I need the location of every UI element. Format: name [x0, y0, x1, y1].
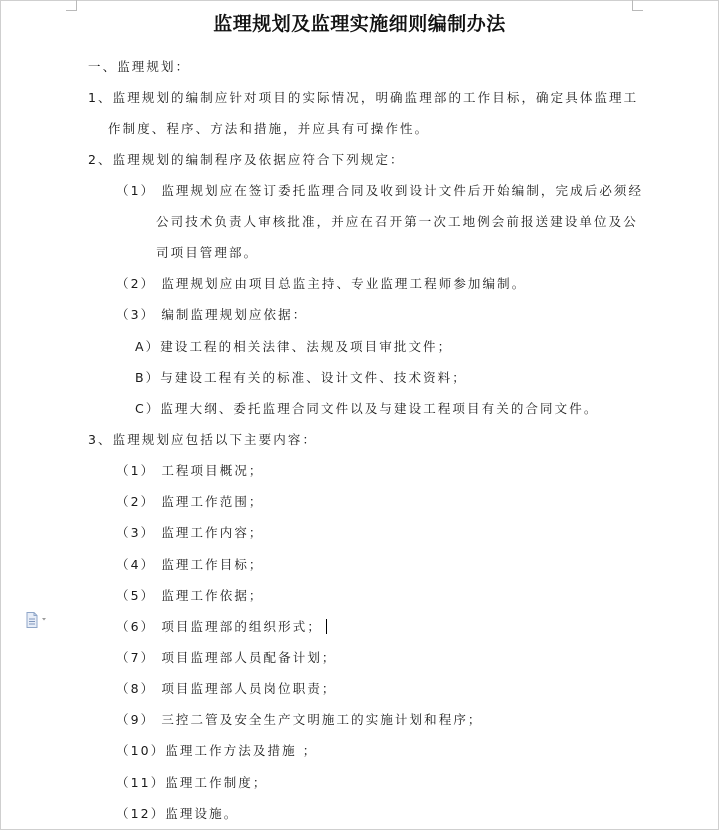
list-item: （2） 监理工作范围； — [116, 494, 264, 509]
paragraph-line: 3、监理规划应包括以下主要内容： — [88, 432, 318, 447]
list-item: （9） 三控二管及安全生产文明施工的实施计划和程序； — [116, 712, 483, 727]
list-item: （10）监理工作方法及措施 ； — [116, 743, 318, 758]
paragraph-line: 2、监理规划的编制程序及依据应符合下列规定： — [88, 152, 405, 167]
paragraph-line: （2） 监理规划应由项目总监主持、专业监理工程师参加编制。 — [116, 276, 527, 291]
paragraph-line: （1） 监理规划应在签订委托监理合同及收到设计文件后开始编制，完成后必须经 — [116, 183, 644, 198]
document-icon[interactable] — [26, 612, 50, 628]
document-title: 监理规划及监理实施细则编制办法 — [213, 13, 506, 35]
paragraph-line: 司项目管理部。 — [156, 245, 259, 260]
section-heading: 一、监理规划： — [88, 59, 191, 74]
paragraph-line: 公司技术负责人审核批准，并应在召开第一次工地例会前报送建设单位及公 — [156, 214, 638, 229]
list-item: （3） 监理工作内容； — [116, 525, 264, 540]
list-item: （6） 项目监理部的组织形式； — [116, 619, 322, 634]
list-item: （11）监理工作制度； — [116, 775, 268, 790]
list-item: （7） 项目监理部人员配备计划； — [116, 650, 337, 665]
list-item: （4） 监理工作目标； — [116, 557, 264, 572]
list-item: （5） 监理工作依据； — [116, 588, 264, 603]
paragraph-line: 作制度、程序、方法和措施，并应具有可操作性。 — [108, 121, 430, 136]
paragraph-line: （3） 编制监理规划应依据： — [116, 307, 308, 322]
list-item-with-cursor — [116, 617, 327, 635]
paragraph-line: A）建设工程的相关法律、法规及项目审批文件； — [135, 339, 453, 354]
paragraph-line: B）与建设工程有关的标准、设计文件、技术资料； — [135, 370, 467, 385]
paragraph-line: 1、监理规划的编制应针对项目的实际情况，明确监理部的工作目标，确定具体监理工 — [88, 90, 639, 105]
list-item: （8） 项目监理部人员岗位职责； — [116, 681, 337, 696]
list-item: （12）监理设施。 — [116, 806, 239, 821]
text-cursor — [326, 619, 328, 634]
list-item: （1） 工程项目概况； — [116, 463, 264, 478]
paragraph-line: C）监理大纲、委托监理合同文件以及与建设工程项目有关的合同文件。 — [135, 401, 599, 416]
